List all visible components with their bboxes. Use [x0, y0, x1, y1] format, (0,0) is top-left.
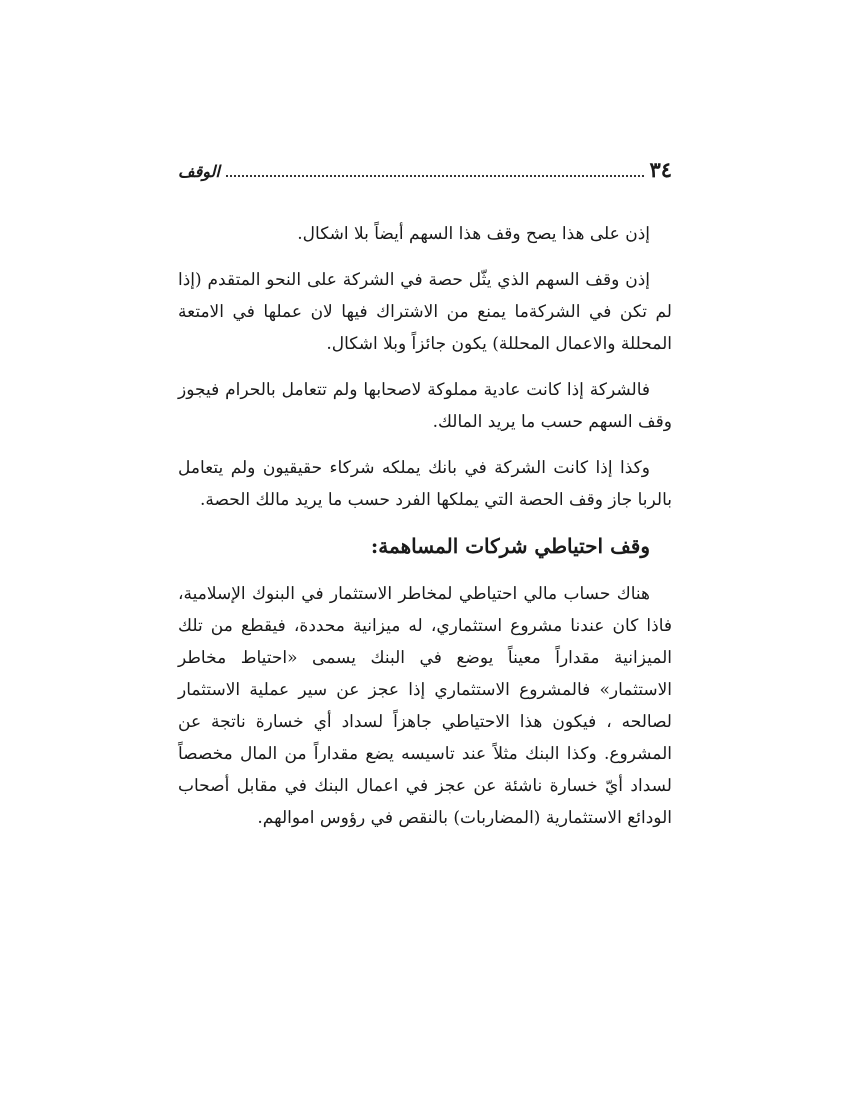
page-number: ٣٤	[649, 157, 672, 182]
page-header	[178, 158, 672, 184]
section-paragraph: هناك حساب مالي احتياطي لمخاطر الاستثمار في البنوك الإسلامية، فاذا كان عندنا مشروع استثماري، له ميزانية محددة، فيقطع من تلك الميزانية مقداراً معيناً يوضع في البنك يسمى «احتياط مخاطر الاستثمار» فالمشروع الاستثماري إذا عجز عن سير عملية الاستثمار لصالحه ، فيكون هذا الاحتياطي جاهزاً لسداد أي خسارة ناتجة عن المشروع. وكذا البنك مثلاً عند تاسيسه يضع مقداراً من المال مخصصاً لسداد أيّ خسارة ناشئة عن عجز في اعمال البنك في مقابل أصحاب الودائع الاستثمارية (المضاربات) بالنقص في رؤوس اموالهم.	[178, 584, 672, 828]
body-paragraph: إذن وقف السهم الذي يثّل حصة في الشركة على النحو المتقدم (إذا لم تكن في الشركةما يمنع من الاشتراك فيها لان عملها في الامتعة المحللة والاعمال المحللة) يكون جائزاً وبلا اشكال.	[178, 270, 672, 354]
section-heading: وقف احتياطي شركات المساهمة:	[370, 534, 650, 558]
running-title: الوقف	[178, 162, 220, 181]
body-paragraph: إذن على هذا يصح وقف هذا السهم أيضاً بلا اشكال.	[297, 224, 650, 244]
body-paragraph: وكذا إذا كانت الشركة في بانك يملكه شركاء حقيقيون ولم يتعامل بالربا جاز وقف الحصة التي يملكها الفرد حسب ما يريد مالك الحصة.	[178, 458, 672, 510]
body-paragraph: فالشركة إذا كانت عادية مملوكة لاصحابها ولم تتعامل بالحرام فيجوز وقف السهم حسب ما يريد المالك.	[178, 380, 672, 432]
header-dotted-leader	[226, 175, 644, 177]
page-body	[178, 218, 672, 848]
